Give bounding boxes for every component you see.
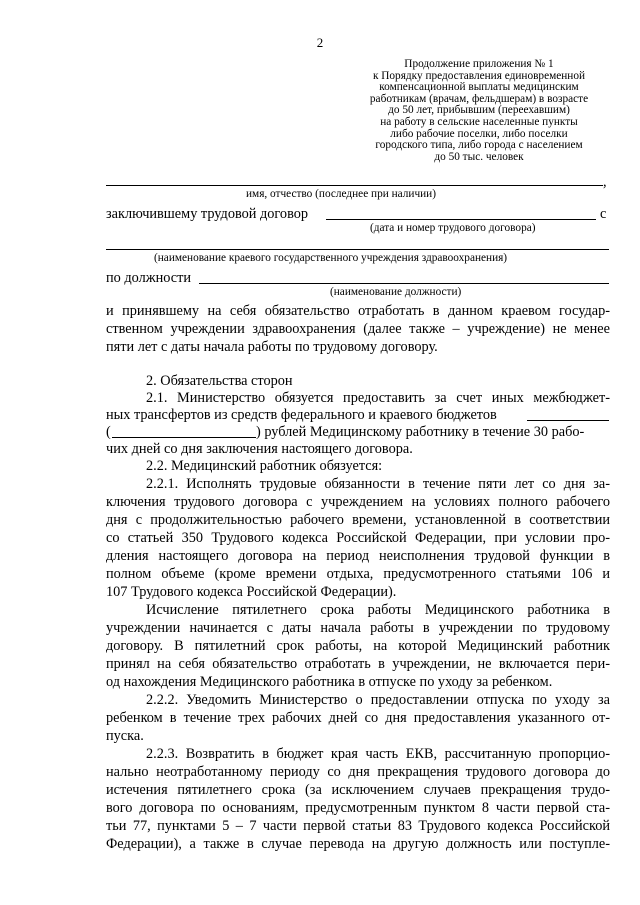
section-heading: 2. Обязательства сторон [146,373,293,389]
institution-field-caption: (наименование краевого государственного учреждения здравоохранения) [154,252,508,264]
p21-amount-field[interactable] [527,420,609,421]
p223-line: 2.2.3. Возвратить в бюджет края часть ЕКВ, рассчитанную пропорцио- [146,746,610,762]
page-number: 2 [316,35,324,50]
appendix-header [348,59,610,163]
p223-line: тьи 77, пунктами 5 – 7 части первой статьи 83 Трудового кодекса Российской [106,818,610,834]
appendix-line: либо рабочие поселки, либо поселки [390,127,568,140]
position-label: по должности [106,270,192,286]
intro-line: ственном учреждении здравоохранения (далее также – учреждение) не менее [106,321,610,337]
p22-line: 2.2. Медицинский работник обязуется: [146,458,383,474]
p221-line: 107 Трудового кодекса Российской Федерации). [106,584,397,600]
p221-line: ключения трудового договора с учреждением на условиях полного рабочего [106,494,610,510]
intro-line: пяти лет с даты начала работы по трудовому договору. [106,339,438,355]
p221-line: полном объеме (кроме времени отдыха, предусмотренного статьями 106 и [106,566,610,582]
p221b-line: договору. В пятилетний срок работы, на которой Медицинский работник [106,638,610,654]
contract-field-line[interactable] [326,219,596,220]
contract-label-suffix: с [600,206,607,222]
p223-line: вого договора по основаниям, предусмотренным пунктом 8 части первой ста- [106,800,610,816]
p221-line: 2.2.1. Исполнять трудовые обязанности в течение пяти лет со дня за- [146,476,610,492]
p21-line: ) рублей Медицинскому работнику в течение 30 рабо- [256,424,585,440]
p21-line-open: ( [106,424,111,440]
position-field-line[interactable] [199,283,609,284]
contract-label: заключившему трудовой договор [106,206,309,222]
p221-line: со статьей 350 Трудового кодекса Российской Федерации, при условии про- [106,530,610,546]
p21-line: ных трансфертов из средств федерального и краевого бюджетов [106,407,497,423]
position-field-caption: (наименование должности) [330,286,462,298]
contract-field-caption: (дата и номер трудового договора) [370,222,536,234]
appendix-line: городского типа, либо города с населением [375,139,583,152]
p222-line: пуска. [106,728,144,744]
institution-field-line[interactable] [106,249,609,250]
name-field-caption: имя, отчество (последнее при наличии) [246,188,436,200]
p221b-line: од нахождения Медицинского работника в отпуске по уходу за ребенком. [106,674,553,690]
name-field-comma: , [603,174,607,190]
appendix-line: Продолжение приложения № 1 [404,58,554,70]
p221b-line: принял на себя обязательство отработать в учреждении, не включается пери- [106,656,610,672]
p222-line: ребенком в течение трех рабочих дней со дня предоставления указанного от- [106,710,610,726]
p21-line: 2.1. Министерство обязуется предоставить за счет иных межбюджет- [146,390,610,406]
appendix-line: работникам (врачам, фельдшерам) в возрасте [369,92,589,105]
p221-line: дня с продолжительностью рабочего времени, установленной в соответствии [106,512,610,528]
p21-line: чих дней со дня заключения настоящего договора. [106,441,413,457]
p222-line: 2.2.2. Уведомить Министерство о предоставлении отпуска по уходу за [146,692,610,708]
appendix-line: компенсационной выплаты медицинским [379,81,579,94]
name-field-line[interactable] [106,185,603,186]
appendix-line: до 50 лет, прибывшим (переехавшим) [388,104,570,117]
intro-line: и принявшему на себя обязательство отработать в данном краевом государ- [106,303,610,319]
p223-line: Федерации), а также в случае перевода на другую должность или поступле- [106,836,610,852]
p21-amount-words-field[interactable] [112,437,256,438]
p223-line: нально неотработанному периоду со дня прекращения трудового договора до [106,764,610,780]
appendix-line: до 50 тыс. человек [434,150,524,163]
p221b-line: учреждении начинается с даты начала работы в учреждении по трудовому [106,620,610,636]
p221-line: дления настоящего договора на период неисполнения трудовой функции в [106,548,610,564]
appendix-line: на работу в сельские населенные пункты [380,115,578,128]
p221b-line: Исчисление пятилетнего срока работы Медицинского работника в [146,602,610,618]
appendix-line: к Порядку предоставления единовременной [372,69,586,82]
p223-line: истечения пятилетнего срока (за исключением случаев прекращения трудо- [106,782,610,798]
